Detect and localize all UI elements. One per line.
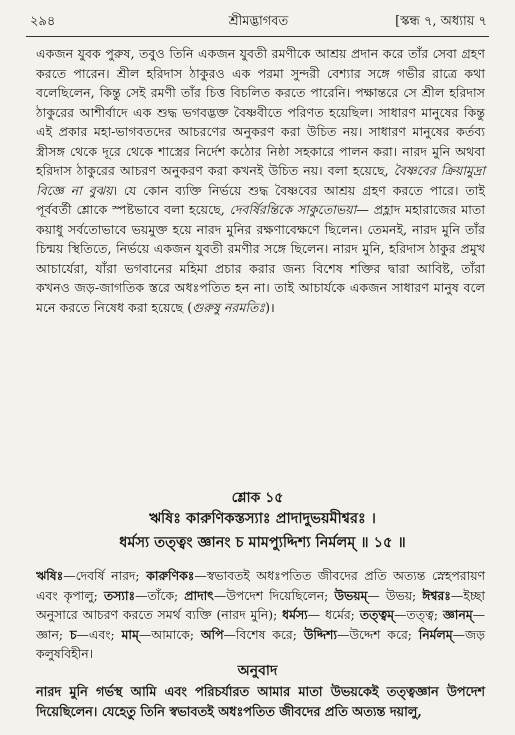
synonym-meaning: —স্বভাবতই অধঃপতিত জীবদের প্রতি অত্যন্ত স্নেহপরায়ণ এবং কৃপালু; bbox=[36, 568, 485, 603]
synonym-word: চ bbox=[69, 626, 77, 642]
purport-text: )। bbox=[265, 299, 275, 315]
purport-text: — প্রহ্লাদ মহারাজের মাতা কয়াধু সর্বতোভাবে ভয়মুক্ত হয়ে নারদ মুনির রক্ষণাবেক্ষণে ছিলেন। তেমনই, নারদ মুনি তাঁর চিন্ময় স্থিতিতে, নির্ভয়ে একজন যুবতী রমণীর সঙ্গে ছিলেন। নারদ মুনি, হরিদাস ঠাকুর প্রমুখ আচার্যেরা, যাঁরা ভগবানের মহিমা প্রচার করার জন্য বিশেষ শক্তির দ্বারা আবিষ্ট, তাঁরা কখনও জড়-জাগতিক স্তরে অধঃপতিত হন না। তাই আচার্যকে একজন সাধারণ মানুষ বলে মনে করতে নিষেধ করা হয়েছে ( bbox=[36, 202, 485, 315]
purport-text: একজন যুবক পুরুষ, তবুও তিনি একজন যুবতী রমণীকে আশ্রয় প্রদান করে তাঁর সেবা গ্রহণ করতে পারেন। শ্রীল হরিদাস ঠাকুরও এক পরমা সুন্দরী বেশ্যার সঙ্গে গভীর রাত্রে কথা বলেছিলেন, কিন্তু সেই রমণী তাঁর চিত্ত বিচলিত করতে পারেনি। পক্ষান্তরে সে শ্রীল হরিদাস ঠাকুরের আশীর্বাদে এক শুদ্ধ ভগবদ্ভক্ত বৈষ্ণবীতে পরিণত হয়েছিল। সাধারণ মানুষের কিন্তু এই প্রকার মহা-ভাগবতদের আচরণের অনুকরণ করা উচিত নয়। সাধারণ মানুষের কর্তব্য স্ত্রীসঙ্গ থেকে দূরে থেকে শাস্ত্রের নির্দেশ কঠোর নিষ্ঠা সহকারে পালন করা। নারদ মুনি অথবা হরিদাস ঠাকুরের আচরণ অনুকরণ করা কখনই উচিত নয়। বলা হয়েছে, bbox=[36, 46, 485, 178]
synonym-meaning: —জড় কলুষবিহীন। bbox=[36, 626, 485, 661]
purport-quote: গুরুষু নরমতিঃ bbox=[192, 299, 266, 315]
synonym-word: জ্ঞানম্ bbox=[442, 607, 473, 622]
synonym-meaning: —এবং; bbox=[76, 626, 122, 642]
synonym-word: ধর্মস্য bbox=[282, 607, 308, 622]
synonym-meaning: —ইচ্ছা অনুসারে আচরণ করতে সমর্থ ব্যক্তি (নারদ মুনি); bbox=[36, 587, 485, 622]
synonym-word: ঈশ্বরঃ bbox=[422, 587, 451, 603]
synonym-word: ঋষিঃ bbox=[36, 568, 64, 583]
synonym-word: তস্যাঃ bbox=[103, 587, 136, 603]
synonym-word: কারুণিকঃ bbox=[146, 568, 195, 583]
synonym-word: উদ্দিশ্য bbox=[303, 626, 337, 642]
verse-line-2: ধর্মস্য তত্ত্বং জ্ঞানং চ মামপ্যুদ্দিশ্য নির্মলম্ ॥ ১৫ ॥ bbox=[119, 534, 406, 551]
header-rule bbox=[26, 36, 489, 37]
synonyms-paragraph bbox=[36, 566, 485, 664]
synonym-word: তত্ত্বম্ bbox=[359, 607, 395, 622]
section-reference: [স্কন্ধ ৭, অধ্যায় ৭ bbox=[395, 14, 487, 29]
book-title: শ্রীমদ্ভাগবত bbox=[228, 14, 289, 29]
synonym-meaning: —তাঁকে; bbox=[135, 587, 185, 603]
translation-heading: অনুবাদ bbox=[237, 663, 278, 679]
synonym-word: মাম্ bbox=[121, 626, 139, 642]
synonym-meaning: —উদ্দেশ করে; bbox=[336, 626, 419, 642]
synonym-word: উভয়ম্ bbox=[334, 587, 368, 603]
purport-text: । যে কোন ব্যক্তি নির্ভয়ে শুদ্ধ বৈষ্ণবের আশ্রয় গ্রহণ করতে পারে। তাই পূর্ববর্তী শ্লোকে স্পষ্টভাবে বলা হয়েছে, bbox=[36, 182, 485, 217]
page-number: ২৯৪ bbox=[30, 14, 56, 29]
purport-quote: বৈষ্ণবের ক্রিয়ামুদ্রা বিজ্ঞে না বুঝয় bbox=[36, 163, 485, 198]
synonym-word: নির্মলম্ bbox=[418, 626, 453, 642]
verse-line-1: ঋষিঃ কারুণিকস্তস্যাঃ প্রাদাদুভয়মীশ্বরঃ । bbox=[149, 510, 376, 527]
translation-text: নারদ মুনি গর্ভস্থ আমি এবং পরিচর্যারত আমার মাতা উভয়কেই তত্ত্বজ্ঞান উপদেশ দিয়েছিলেন। যেহেতু তিনি স্বভাবতই অধঃপতিত জীবদের প্রতি অত্যন্ত দয়ালু, bbox=[36, 685, 485, 720]
synonym-meaning: —বিশেষ করে; bbox=[223, 626, 304, 642]
synonym-word: প্রাদাৎ bbox=[184, 587, 214, 603]
synonym-meaning: —উপদেশ দিয়েছিলেন; bbox=[213, 587, 335, 603]
synonym-meaning: —তত্ত্ব; bbox=[394, 607, 443, 622]
purport-paragraph bbox=[36, 44, 485, 317]
synonym-meaning: —জ্ঞান; bbox=[36, 607, 485, 642]
synonym-meaning: — ধর্মের; bbox=[307, 607, 360, 622]
verse-heading: শ্লোক ১৫ bbox=[231, 490, 284, 506]
synonym-meaning: —আমাকে; bbox=[138, 626, 201, 642]
purport-quote: দেবর্ষিরন্তিকে সাকুতোভয়া bbox=[229, 202, 357, 217]
synonym-meaning: —দেবর্ষি নারদ; bbox=[63, 568, 147, 583]
synonym-meaning: — উভয়; bbox=[367, 587, 423, 603]
running-header bbox=[30, 10, 487, 34]
synonym-word: অপি bbox=[200, 626, 224, 642]
